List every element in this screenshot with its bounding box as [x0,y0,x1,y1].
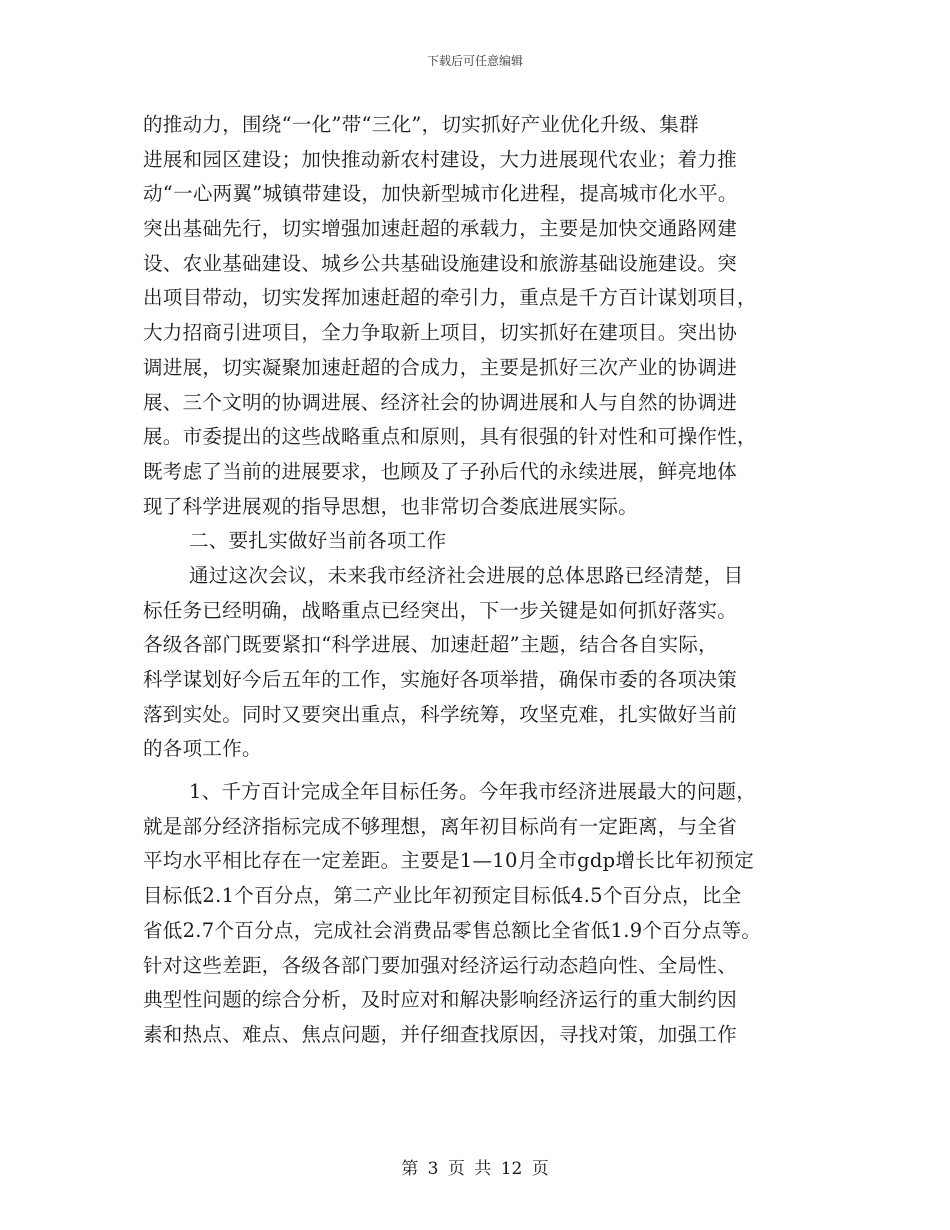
section-heading: 二、要扎实做好当前各项工作 [189,529,447,553]
text-line: 大力招商引进项目，全力争取新上项目，切实抓好在建项目。突出协 [143,321,738,345]
text-line: 动“一心两翼”城镇带建设，加快新型城市化进程，提高城市化水平。 [143,182,738,206]
text-line: 现了科学进展观的指导思想，也非常切合娄底进展实际。 [143,494,639,518]
text-line: 目标低2.1个百分点，第二产业比年初预定目标低4.5个百分点，比全 [143,884,742,908]
text-line: 典型性问题的综合分析，及时应对和解决影响经济运行的重大制约因 [143,988,738,1012]
text-line: 各级各部门既要紧扣“科学进展、加速赶超”主题，结合各自实际， [143,633,718,657]
text-line: 科学谋划好今后五年的工作，实施好各项举措，确保市委的各项决策 [143,668,738,691]
text-line: 就是部分经济指标完成不够理想，离年初目标尚有一定距离，与全省 [143,814,738,838]
text-line: 省低2.7个百分点，完成社会消费品零售总额比全省低1.9个百分点等。 [143,918,762,942]
text-line: 落到实处。同时又要突出重点，科学统筹，攻坚克难，扎实做好当前 [143,702,738,726]
text-line: 出项目带动，切实发挥加速赶超的牵引力，重点是千方百计谋划项目， [143,286,757,310]
text-line: 通过这次会议，未来我市经济社会进展的总体思路已经清楚，目 [189,563,744,587]
text-line: 的推动力，围绕“一化”带“三化”，切实抓好产业优化升级、集群 [143,113,699,136]
text-line: 素和热点、难点、焦点问题，并仔细查找原因，寻找对策，加强工作 [143,1022,738,1046]
page-number-footer: 第 3 页 共 12 页 [401,1159,549,1179]
text-line: 1、千方百计完成全年目标任务。今年我市经济进展最大的问题， [189,780,757,804]
text-line: 的各项工作。 [143,737,262,761]
text-line: 设、农业基础建设、城乡公共基础设施建设和旅游基础设施建设。突 [143,251,738,275]
page-header: 下载后可任意编辑 [426,54,523,68]
text-line: 调进展，切实凝聚加速赶超的合成力，主要是抓好三次产业的协调进 [143,355,738,379]
text-line: 标任务已经明确，战略重点已经突出，下一步关键是如何抓好落实。 [143,598,738,622]
text-line: 既考虑了当前的进展要求，也顾及了子孙后代的永续进展，鲜亮地体 [143,459,738,483]
text-line: 平均水平相比存在一定差距。主要是1—10月全市gdp增长比年初预定 [143,849,755,873]
document-body [143,108,843,1053]
text-line: 展、三个文明的协调进展、经济社会的协调进展和人与自然的协调进 [143,390,738,414]
text-line: 进展和园区建设；加快推动新农村建设，大力进展现代农业；着力推 [143,147,738,171]
text-line: 针对这些差距，各级各部门要加强对经济运行动态趋向性、全局性、 [143,953,738,977]
text-line: 突出基础先行，切实增强加速赶超的承载力，主要是加快交通路网建 [143,217,738,241]
text-line: 展。市委提出的这些战略重点和原则，具有很强的针对性和可操作性， [143,425,757,449]
